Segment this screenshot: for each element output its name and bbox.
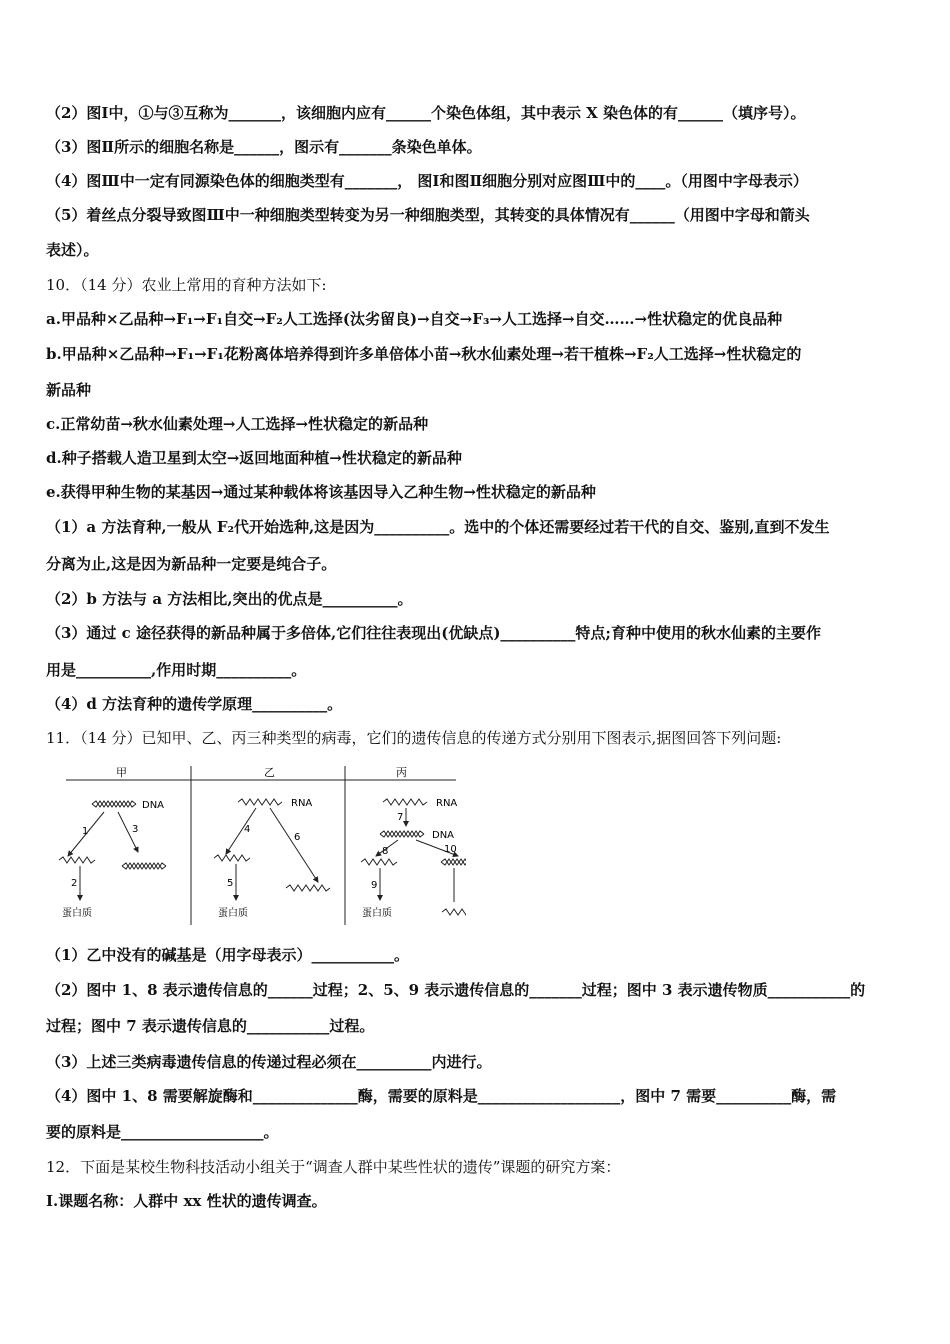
jia-protein: 蛋白质 (62, 908, 92, 919)
yi-arrow-6 (270, 808, 318, 882)
jia-dna-label: DNA (142, 800, 165, 811)
yi-rna (238, 799, 282, 805)
jia-num-3: 3 (132, 824, 139, 835)
yi-arrow-4 (226, 808, 256, 854)
q9-part3: （3）图Ⅱ所示的细胞名称是______，图示有_______条染色单体。 (46, 138, 482, 156)
q11-sub4-line2: 要的原料是___________________。 (46, 1123, 279, 1141)
q10-sub1-line2: 分离为止,这是因为新品种一定要是纯合子。 (46, 555, 337, 573)
bing-rna-label: RNA (436, 798, 458, 809)
q11-sub2-line1: （2）图中 1、8 表示遗传信息的______过程；2、5、9 表示遗传信息的_______过程；图中 3 表示遗传物质___________的 (46, 981, 866, 999)
q10-sub2: （2）b 方法与 a 方法相比,突出的优点是__________。 (46, 590, 413, 608)
bing-protein: 蛋白质 (362, 908, 392, 919)
q11-sub1: （1）乙中没有的碱基是（用字母表示）___________。 (46, 946, 409, 964)
jia-dna-copy-b (122, 863, 166, 869)
q9-part4: （4）图Ⅲ中一定有同源染色体的细胞类型有_______， 图Ⅰ和图Ⅱ细胞分别对应图Ⅲ中的____。（用图中字母表示） (46, 172, 808, 190)
bing-num-7: 7 (397, 812, 404, 823)
q10-method-c: c.正常幼苗→秋水仙素处理→人工选择→性状稳定的新品种 (46, 415, 429, 433)
q11-sub2-line2: 过程；图中 7 表示遗传信息的___________过程。 (46, 1017, 375, 1035)
bing-dna-bottom (380, 831, 424, 837)
bing-rna-copy (442, 909, 466, 915)
q9-part5-line2: 表述）。 (46, 241, 99, 259)
yi-mrna (214, 855, 250, 861)
q11-heading: 11．（14 分）已知甲、乙、丙三种类型的病毒，它们的遗传信息的传递方式分别用下图表示,据图回答下列问题: (46, 729, 782, 747)
q11-sub4-line1: （4）图中 1、8 需要解旋酶和______________酶，需要的原料是___________________，图中 7 需要__________酶，需 (46, 1087, 837, 1105)
q9-part2: （2）图Ⅰ中，①与③互称为_______，该细胞内应有______个染色体组，其中表示 X 染色体的有______（填序号）。 (46, 104, 806, 122)
q10-method-a: a.甲品种×乙品种→F₁→F₁自交→F₂人工选择(汰劣留良)→自交→F₃→人工选择→自交……→性状稳定的优良品种 (46, 310, 783, 328)
jia-num-2: 2 (71, 878, 78, 889)
bing-rna (383, 799, 427, 805)
q10-sub1-line1: （1）a 方法育种,一般从 F₂代开始选种,这是因为__________。选中的个体还需要经过若干代的自交、鉴别,直到不发生 (46, 518, 830, 536)
q9-part5-line1: （5）着丝点分裂导致图Ⅲ中一种细胞类型转变为另一种细胞类型，其转变的具体情况有______（用图中字母和箭头 (46, 206, 810, 224)
q12-sub1: I.课题名称：人群中 xx 性状的遗传调查。 (46, 1192, 327, 1210)
q12-heading: 12．下面是某校生物科技活动小组关于“调查人群中某些性状的遗传”课题的研究方案： (46, 1158, 621, 1176)
label-bing: 丙 (396, 766, 407, 779)
yi-num-4: 4 (244, 824, 251, 835)
q10-sub3-line2: 用是__________,作用时期__________。 (46, 661, 307, 679)
bing-num-9: 9 (371, 880, 378, 891)
q10-heading: 10．（14 分）农业上常用的育种方法如下: (46, 276, 327, 294)
bing-dna-label: DNA (432, 830, 455, 841)
jia-mrna (59, 857, 95, 863)
yi-num-5: 5 (227, 878, 234, 889)
jia-num-1: 1 (82, 826, 89, 837)
yi-protein: 蛋白质 (218, 908, 248, 919)
q10-sub3-line1: （3）通过 c 途径获得的新品种属于多倍体,它们往往表现出(优缺点)__________特点;育种中使用的秋水仙素的主要作 (46, 624, 821, 642)
label-jia: 甲 (116, 766, 127, 779)
q10-method-b-line2: 新品种 (46, 381, 92, 399)
q11-sub3: （3）上述三类病毒遗传信息的传递过程必须在__________内进行。 (46, 1053, 492, 1071)
q10-method-d: d.种子搭载人造卫星到太空→返回地面种植→性状稳定的新品种 (46, 449, 462, 467)
yi-num-6: 6 (294, 832, 301, 843)
jia-dna-bottom-strand (92, 801, 136, 807)
bing-num-8: 8 (382, 846, 389, 857)
label-yi: 乙 (264, 766, 275, 779)
q10-method-b-line1: b.甲品种×乙品种→F₁→F₁花粉离体培养得到许多单倍体小苗→秋水仙素处理→若干植株→F₂人工选择→性状稳定的 (46, 345, 802, 363)
yi-rna-label: RNA (291, 798, 313, 809)
virus-information-flow-diagram (56, 760, 466, 930)
bing-num-10: 10 (444, 844, 457, 855)
q10-sub4: （4）d 方法育种的遗传学原理__________。 (46, 695, 343, 713)
q10-method-e: e.获得甲种生物的某基因→通过某种载体将该基因导入乙种生物→性状稳定的新品种 (46, 483, 596, 501)
yi-rna-copy (286, 885, 330, 891)
bing-mrna (361, 859, 397, 865)
